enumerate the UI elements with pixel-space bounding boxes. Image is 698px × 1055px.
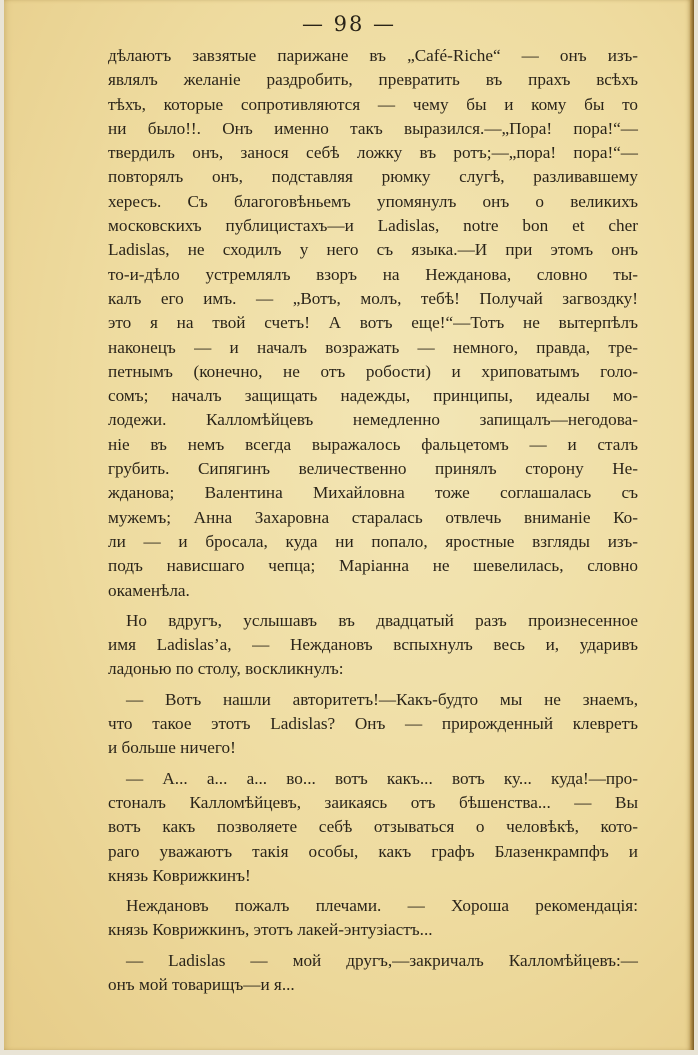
text-line: — Ladislas — мой другъ,—закричалъ Калломѣйцевъ:—	[126, 950, 638, 970]
text-line: хересъ. Съ благоговѣньемъ упомянулъ онъ о великихъ	[108, 191, 638, 211]
paragraph	[108, 688, 638, 761]
text-line: лодежи. Калломѣйцевъ немедленно запищалъ—негодова-	[108, 410, 638, 430]
text-line: вотъ какъ позволяете себѣ отзываться о человѣкѣ, кото-	[108, 817, 638, 837]
text-line: окаменѣла.	[108, 580, 190, 600]
paragraph	[108, 44, 638, 603]
text-line: князь Коврижкинъ, этотъ лакей-энтузіастъ...	[108, 920, 433, 940]
text-line: Неждановъ пожалъ плечами. — Хороша рекомендація:	[126, 896, 638, 916]
text-line: сомъ; началъ защищать надежды, принципы, идеалы мо-	[108, 386, 638, 406]
text-line: ладонью по столу, воскликнулъ:	[108, 659, 344, 679]
text-line: — А... а... а... во... вотъ какъ... вотъ ку... куда!—про-	[126, 768, 638, 788]
text-line: мужемъ; Анна Захаровна старалась отвлечь вниманіе Ко-	[108, 507, 638, 527]
text-line: то-и-дѣло устремлялъ взоръ на Нежданова, словно ты-	[108, 264, 638, 284]
text-line: онъ мой товарищъ—и я...	[108, 974, 295, 994]
text-line: Но вдругъ, услышавъ въ двадцатый разъ произнесенное	[126, 610, 638, 630]
text-line: это я на твой счетъ! А вотъ еще!“—Тотъ не вытерпѣлъ	[108, 313, 638, 333]
paragraph	[108, 767, 638, 888]
text-line: и больше ничего!	[108, 738, 236, 758]
text-line: петнымъ (конечно, не отъ робости) и хриповатымъ голо-	[108, 361, 638, 381]
text-line: ни было!!. Онъ именно такъ выразился.—„Пора! пора!“—	[108, 118, 638, 138]
text-line: ли — и бросала, куда ни попало, яростные взгляды изъ-	[108, 531, 638, 551]
text-line: московскихъ публицистахъ—и Ladislas, notre bon et cher	[108, 216, 638, 236]
text-line: стоналъ Калломѣйцевъ, заикаясь отъ бѣшенства... — Вы	[108, 792, 638, 812]
text-line: раго уважаютъ такія особы, какъ графъ Блазенкрампфъ и	[108, 841, 638, 861]
paragraph	[108, 609, 638, 682]
text-line: имя Ladislas’a, — Неждановъ вспыхнулъ весь и, ударивъ	[108, 635, 638, 655]
page-number: — 98 —	[301, 12, 397, 36]
text-line: твердилъ онъ, занося себѣ ложку въ ротъ;—„пора! пора!“—	[108, 143, 638, 163]
text-line: являлъ желаніе раздробить, превратить въ прахъ всѣхъ	[108, 70, 638, 90]
text-line: тѣхъ, которые сопротивляются — чему бы и кому бы то	[108, 94, 638, 114]
text-line: Ladislas, не сходилъ у него съ языка.—И при этомъ онъ	[108, 240, 638, 260]
book-page	[4, 0, 694, 1050]
text-line: — Вотъ нашли авторитетъ!—Какъ-будто мы не знаемъ,	[126, 689, 638, 709]
paragraph	[108, 949, 638, 998]
text-line: князь Коврижкинъ!	[108, 865, 251, 885]
text-line: повторялъ онъ, подставляя рюмку слугѣ, разливавшему	[108, 167, 638, 187]
paragraph	[108, 894, 638, 943]
text-line: что такое этотъ Ladislas? Онъ — прирожденный клевретъ	[108, 714, 638, 734]
text-line: подъ нависшаго чепца; Маріанна не шевелилась, словно	[108, 556, 638, 576]
text-line: жданова; Валентина Михайловна тоже соглашалась съ	[108, 483, 638, 503]
text-line: грубить. Сипягинъ величественно принялъ сторону Не-	[108, 459, 638, 479]
text-line: калъ его имъ. — „Вотъ, молъ, тебѣ! Получай загвоздку!	[108, 288, 638, 308]
text-line: наконецъ — и началъ возражать — немного, правда, тре-	[108, 337, 638, 357]
text-line: ніе въ немъ всегда выражалось фальцетомъ — и сталъ	[108, 434, 638, 454]
page-body	[108, 44, 638, 997]
text-line: дѣлаютъ завзятые парижане въ „Café-Riche“ — онъ изъ-	[108, 46, 638, 65]
